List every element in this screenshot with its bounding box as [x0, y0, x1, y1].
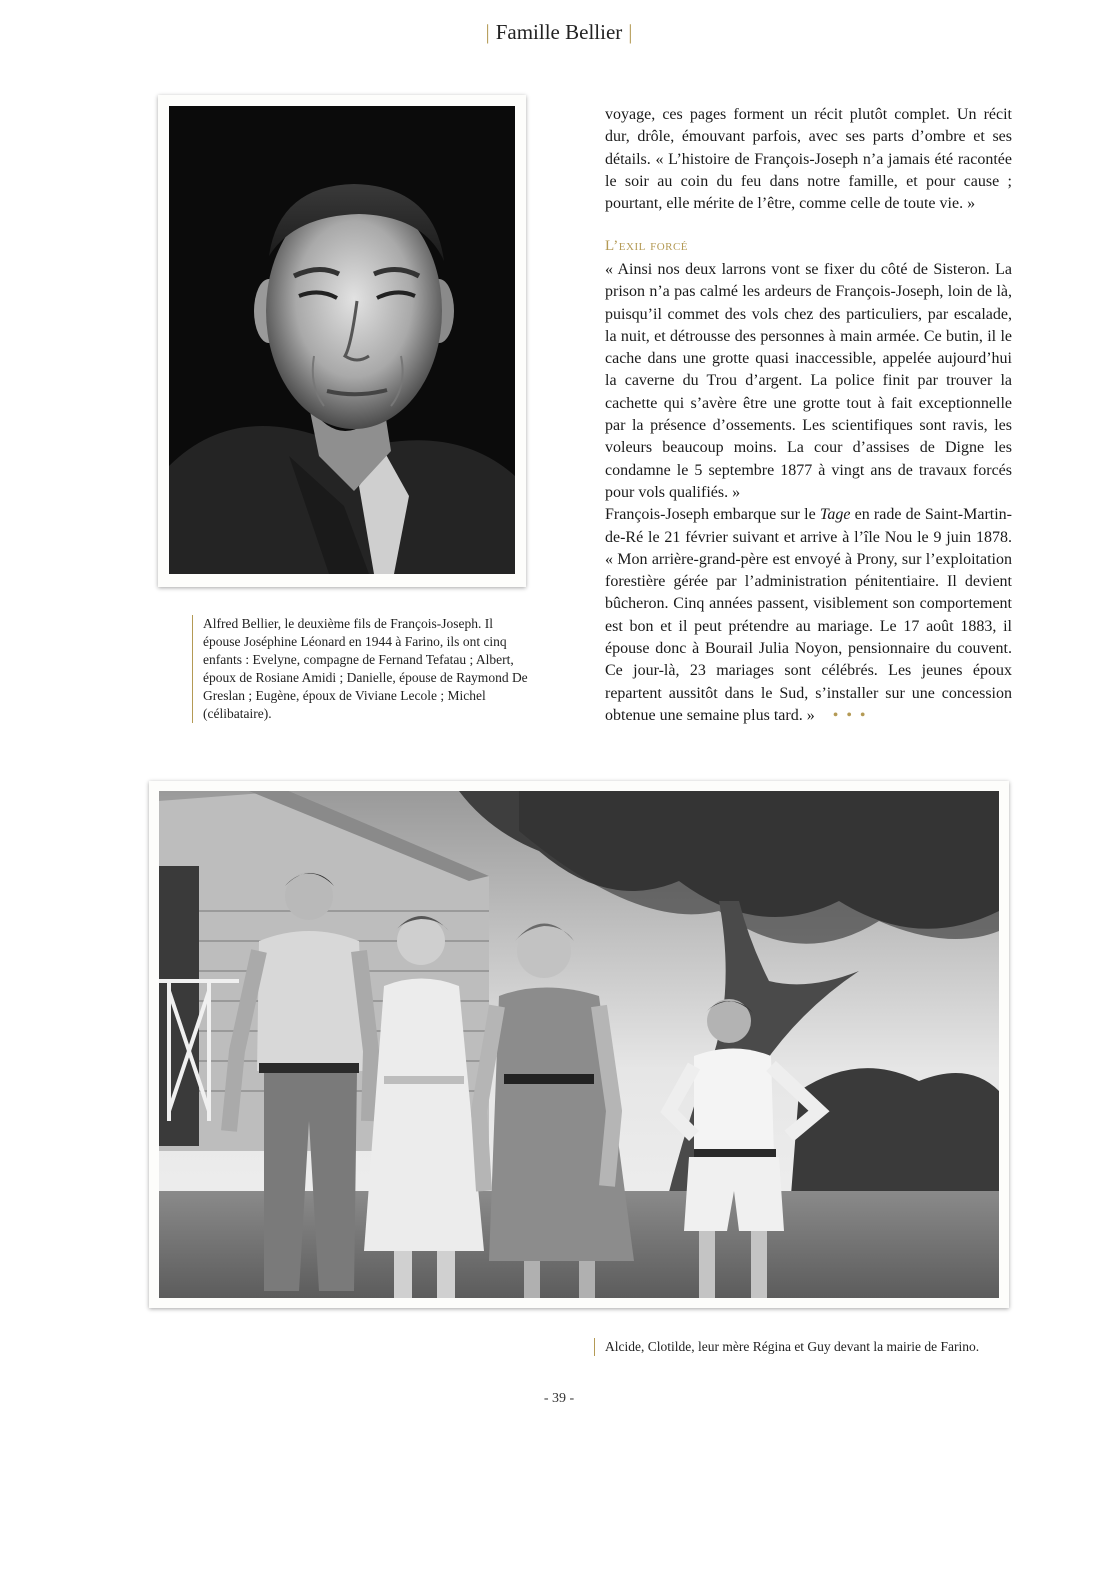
group-photo [159, 791, 999, 1298]
paragraph-2-before: François-Joseph embarque sur le [605, 506, 816, 524]
ship-name: Tage [819, 506, 851, 524]
article-paragraph-2 [605, 504, 1012, 727]
article-column-top [605, 104, 1012, 215]
header-divider-right: | [628, 20, 633, 44]
group-photo-illustration [159, 791, 999, 1298]
continuation-mark: • • • [832, 706, 868, 724]
section-heading: L’exil forcé [605, 238, 689, 254]
article-paragraph-1: « Ainsi nos deux larrons vont se fixer du côté de Sisteron. La prison n’a pas calmé les ardeurs de François-Joseph, loin de là, puisqu’il commet des vols chez des particuliers, par escalade, la nuit, et détrousse des personnes à main armée. Ce butin, il le cache dans une grotte quasi inaccessible, appelée aujourd’hui la caverne du Trou d’argent. La police finit par trouver la cachette qui s’avère être une grotte tout à fait exceptionnelle par la présence d’ossements. Les scientifiques sont ravis, les voleurs beaucoup moins. La cour d’assises de Digne les condamne le 5 septembre 1877 à vingt ans de travaux forcés pour vols qualifiés. » [605, 261, 1012, 501]
paragraph-2-after: en rade de Saint-Martin-de-Ré le 21 février suivant et arrive à l’île Nou le 9 juin 1878. « Mon arrière-grand-père est envoyé à Prony, sur l’exploitation forestière gérée par l’administration pénitentiaire. Il devient bûcheron. Cinq années passent, visiblement son comportement est bon et il peut prétendre au mariage. Le 17 août 1883, il épouse donc à Bourail Julia Noyon, pensionnaire du couvent. Ce jour-là, 23 mariages sont célébrés. Les jeunes époux repartent aussitôt dans le Sud, s’installer sur une concession obtenue une semaine plus tard. » [605, 506, 1013, 724]
header-divider-left: | [485, 20, 490, 44]
header-title: Famille Bellier [495, 20, 623, 44]
portrait-illustration [169, 106, 515, 574]
page-number: - 39 - [543, 1391, 575, 1406]
group-caption-text: Alcide, Clotilde, leur mère Régina et Guy devant la mairie de Farino. [605, 1339, 980, 1354]
group-photo-caption [594, 1338, 1025, 1356]
portrait-photo-frame [158, 95, 526, 587]
portrait-photo [169, 106, 515, 574]
portrait-caption-text: Alfred Bellier, le deuxième fils de François-Joseph. Il épouse Joséphine Léonard en 1944 à Farino, ils ont cinq enfants : Evelyne, compagne de Fernand Tefatau ; Albert, époux de Rosiane Amidi ; Danielle, épouse de Raymond De Greslan ; Eugène, époux de Viviane Lecole ; Michel (célibataire). [203, 616, 528, 721]
running-header [0, 20, 1118, 45]
group-photo-frame [149, 781, 1009, 1308]
article-column-main [605, 259, 1012, 727]
portrait-caption [192, 615, 531, 723]
article-paragraph-top: voyage, ces pages forment un récit plutôt complet. Un récit dur, drôle, émouvant parfois, avec ses parts d’ombre et ses détails. « L’histoire de François-Joseph n’a jamais été racontée le soir au coin du feu dans notre famille, et pour cause ; pourtant, elle mérite de l’être, comme celle de toute vie. » [605, 106, 1012, 213]
